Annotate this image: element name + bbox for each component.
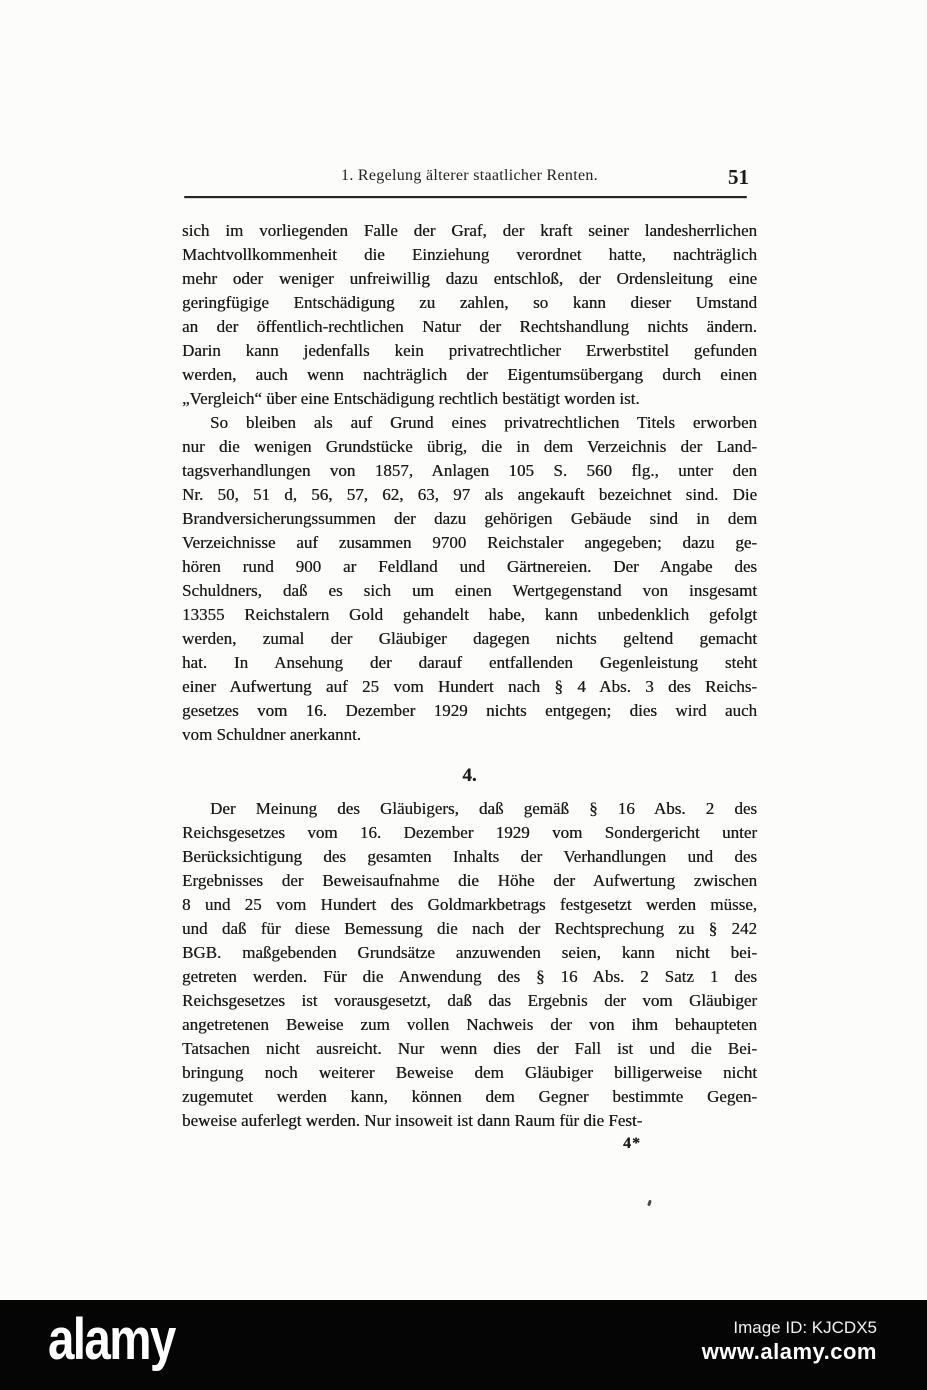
text-line: Berücksichtigung des gesamten Inhalts der Verhandlungen und des <box>182 847 757 866</box>
text-line: getreten werden. Für die Anwendung des § 16 Abs. 2 Satz 1 des <box>182 967 757 986</box>
text-line: Ergebnisses der Beweisaufnahme die Höhe der Aufwertung zwischen <box>182 871 757 890</box>
text-line: So bleiben als auf Grund eines privatrechtlichen Titels erworben <box>210 413 757 432</box>
text-line: Reichsgesetzes vom 16. Dezember 1929 vom Sondergericht unter <box>182 823 757 842</box>
text-line: Der Meinung des Gläubigers, daß gemäß § 16 Abs. 2 des <box>210 799 757 818</box>
running-head-title: 1. Regelung älterer staatlicher Renten. <box>341 167 598 184</box>
alamy-url-text: www.alamy.com <box>701 1339 877 1364</box>
text-line: beweise auferlegt werden. Nur insoweit ist dann Raum für die Fest- <box>182 1111 643 1130</box>
text-line: hören rund 900 ar Feldland und Gärtnereien. Der Angabe des <box>182 557 757 576</box>
alamy-logo: alamy <box>48 1307 175 1372</box>
header-rule <box>184 196 747 198</box>
body-text <box>182 219 757 1153</box>
text-line: 8 und 25 vom Hundert des Goldmarkbetrags festgesetzt werden müsse, <box>182 895 757 914</box>
text-line: angetretenen Beweise zum vollen Nachweis der von ihm behaupteten <box>182 1015 757 1034</box>
text-line: BGB. maßgebenden Grundsätze anzuwenden seien, kann nicht bei- <box>182 943 757 962</box>
paragraph-meinung <box>182 797 757 1133</box>
text-line: Brandversicherungssummen der dazu gehörigen Gebäude sind in dem <box>182 509 757 528</box>
text-line: gesetzes vom 16. Dezember 1929 nichts entgegen; dies wird auch <box>182 701 757 720</box>
image-id-text: Image ID: KJCDX5 <box>733 1318 877 1337</box>
text-line: an der öffentlich-rechtlichen Natur der Rechtshandlung nichts ändern. <box>182 317 757 336</box>
text-line: einer Aufwertung auf 25 vom Hundert nach § 4 Abs. 3 des Reichs- <box>182 677 757 696</box>
text-line: mehr oder weniger unfreiwillig dazu entschloß, der Ordensleitung eine <box>182 269 757 288</box>
text-line: 13355 Reichstalern Gold gehandelt habe, kann unbedenklich gefolgt <box>182 605 757 624</box>
text-line: sich im vorliegenden Falle der Graf, der kraft seiner landesherrlichen <box>182 221 757 240</box>
alamy-info <box>702 1317 877 1365</box>
text-line: werden, zumal der Gläubiger dagegen nichts geltend gemacht <box>182 629 757 648</box>
scan-artifact-speck <box>647 1200 652 1207</box>
text-line: hat. In Ansehung der darauf entfallenden Gegenleistung steht <box>182 653 757 672</box>
text-line: Verzeichnisse auf zusammen 9700 Reichstaler angegeben; dazu ge- <box>182 533 757 552</box>
text-line: zugemutet werden kann, können dem Gegner bestimmte Gegen- <box>182 1087 757 1106</box>
signature-mark: 4* <box>623 1135 641 1152</box>
text-line: Darin kann jedenfalls kein privatrechtlicher Erwerbstitel gefunden <box>182 341 757 360</box>
text-line: Schuldners, daß es sich um einen Wertgegenstand von insgesamt <box>182 581 757 600</box>
text-line: und daß für diese Bemessung die nach der Rechtsprechung zu § 242 <box>182 919 757 938</box>
alamy-watermark-bar <box>0 1300 927 1390</box>
running-head <box>182 167 757 193</box>
paragraph-grundstuecke <box>182 411 757 747</box>
text-line: werden, auch wenn nachträglich der Eigentumsübergang durch einen <box>182 365 757 384</box>
text-line: bringung noch weiterer Beweise dem Gläubiger billigerweise nicht <box>182 1063 757 1082</box>
text-line: „Vergleich“ über eine Entschädigung rechtlich bestätigt worden ist. <box>182 389 640 408</box>
text-line: tagsverhandlungen von 1857, Anlagen 105 S. 560 flg., unter den <box>182 461 757 480</box>
text-line: Tatsachen nicht ausreicht. Nur wenn dies der Fall ist und die Bei- <box>182 1039 757 1058</box>
section-heading: 4. <box>462 765 477 786</box>
text-line: vom Schuldner anerkannt. <box>182 725 361 744</box>
paragraph-continuation <box>182 219 757 411</box>
text-line: nur die wenigen Grundstücke übrig, die in dem Verzeichnis der Land- <box>182 437 757 456</box>
text-line: Reichsgesetzes ist vorausgesetzt, daß das Ergebnis der vom Gläubiger <box>182 991 757 1010</box>
text-line: geringfügige Entschädigung zu zahlen, so kann dieser Umstand <box>182 293 757 312</box>
page-number: 51 <box>728 165 749 189</box>
text-line: Nr. 50, 51 d, 56, 57, 62, 63, 97 als angekauft bezeichnet sind. Die <box>182 485 757 504</box>
text-line: Machtvollkommenheit die Einziehung verordnet hatte, nachträglich <box>182 245 757 264</box>
